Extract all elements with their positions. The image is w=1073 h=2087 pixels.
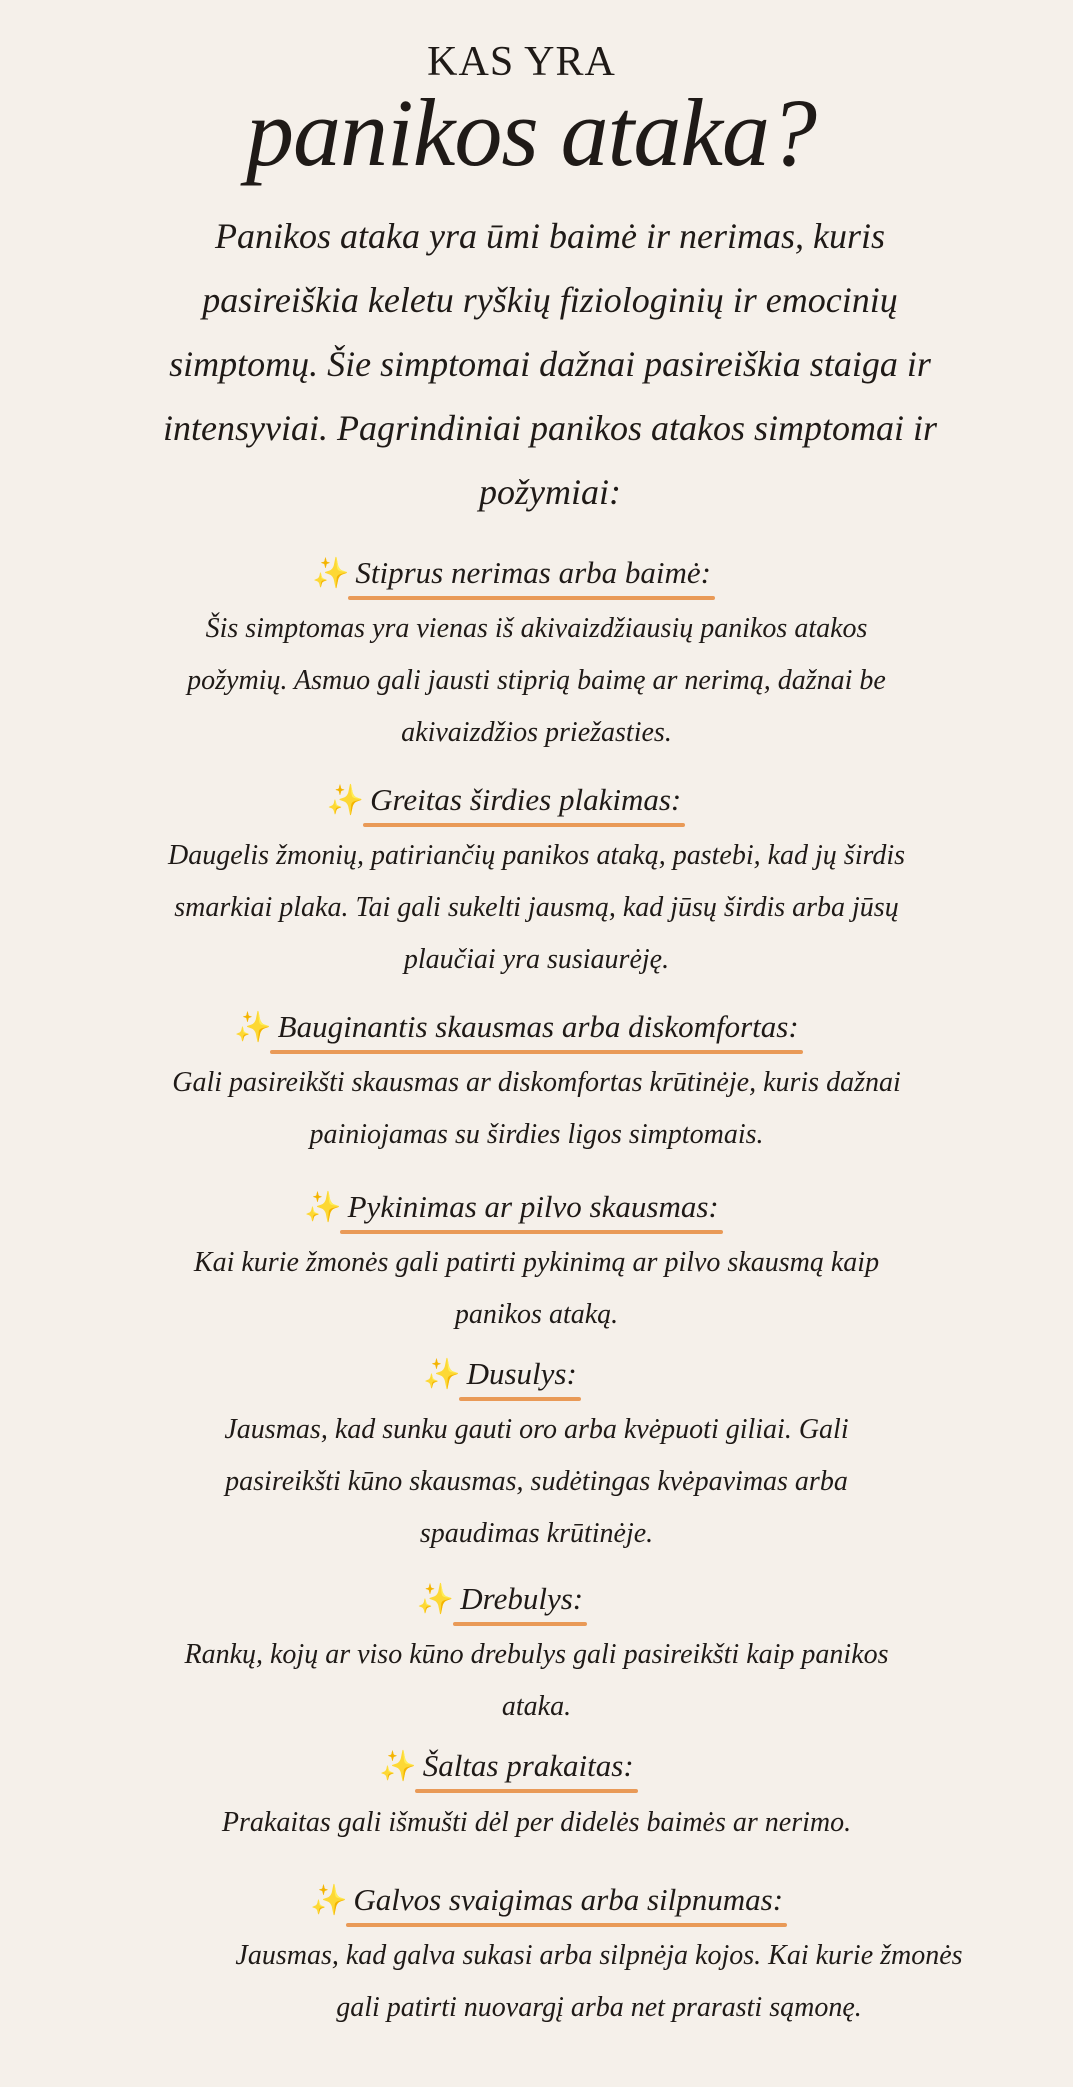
symptom-heading [0,780,1073,821]
symptom-section [0,780,1073,986]
symptom-title: Stiprus nerimas arba baimė: [355,555,711,590]
symptom-text: Gali pasireikšti skausmas ar diskomfortas krūtinėje, kuris dažnai painiojamas su širdies ligos simptomais. [172,1067,901,1150]
symptom-title: Galvos svaigimas arba silpnumas: [353,1882,784,1917]
sparkles-icon: ✨ [416,1583,455,1616]
symptom-section [0,1007,1073,1161]
sparkles-icon: ✨ [304,1191,342,1224]
symptom-underline [270,1050,802,1054]
page-title: panikos ataka? [246,79,816,186]
symptom-text: Daugelis žmonių, patiriančių panikos ataką, pastebi, kad jų širdis smarkiai plaka. Tai gali sukelti jausmą, kad jūsų širdis arba jūsų plaučiai yra susiaurėję. [167,840,906,975]
symptom-title: Pykinimas ar pilvo skausmas: [347,1189,719,1224]
symptom-underline [348,596,715,600]
symptom-title: Greitas širdies plakimas: [370,782,682,817]
symptom-heading [0,1880,1073,1921]
symptom-title: Bauginantis skausmas arba diskomfortas: [277,1009,799,1044]
symptom-heading [0,1007,1073,1048]
symptom-underline [363,823,686,827]
symptom-title: Šaltas prakaitas: [422,1748,634,1783]
symptom-text: Šis simptomas yra vienas iš akivaizdžiausių panikos atakos požymių. Asmuo gali jausti stiprią baimę ar nerimą, dažnai be akivaizdžios priežasties. [187,613,886,748]
sparkles-icon: ✨ [309,1884,348,1917]
symptom-heading [0,1579,1073,1620]
symptom-heading [0,553,1073,594]
symptom-title: Drebulys: [460,1581,584,1616]
symptom-section [0,1746,1073,1849]
sparkles-icon: ✨ [423,1358,461,1391]
symptom-heading-wrap [234,1007,798,1048]
symptom-heading [0,1354,1073,1395]
sparkles-icon: ✨ [312,557,350,590]
symptom-underline [453,1622,587,1626]
intro-paragraph: Panikos ataka yra ūmi baimė ir nerimas, kuris pasireiškia keletu ryškių fiziologinių ir emocinių simptomų. Šie simptomai dažnai pasireiškia staiga ir intensyviai. Pagrindiniai panikos atakos simptomai ir požymiai: [163,216,937,512]
symptom-text: Jausmas, kad galva sukasi arba silpnėja kojos. Kai kurie žmonės gali patirti nuovargį arba net prarasti sąmonę. [235,1940,963,2023]
symptom-text: Rankų, kojų ar viso kūno drebulys gali pasireikšti kaip panikos ataka. [184,1639,889,1722]
symptom-text: Kai kurie žmonės gali patirti pykinimą ar pilvo skausmą kaip panikos ataką. [193,1247,880,1330]
symptom-heading-wrap [417,1579,583,1620]
symptom-text: Jausmas, kad sunku gauti oro arba kvėpuoti giliai. Gali pasireikšti kūno skausmas, sudėtingas kvėpavimas arba spaudimas krūtinėje. [224,1414,849,1549]
symptom-underline [415,1789,637,1793]
sparkles-icon: ✨ [234,1011,272,1044]
symptom-heading-wrap [379,1746,633,1787]
kicker-title: KAS YRA [427,39,616,85]
symptom-text: Prakaitas gali išmušti dėl per didelės baimės ar nerimo. [221,1807,852,1838]
symptom-underline [459,1397,581,1401]
symptom-heading-wrap [327,780,682,821]
symptom-heading [0,1187,1073,1228]
symptom-section [0,1354,1073,1560]
symptom-section [0,553,1073,759]
symptom-underline [346,1923,787,1927]
symptom-heading-wrap [312,553,711,594]
symptom-heading-wrap [310,1880,783,1921]
symptom-heading [0,1746,1073,1787]
symptom-title: Dusulys: [466,1356,577,1391]
symptom-section [0,1880,1073,2034]
sparkles-icon: ✨ [379,1750,417,1783]
symptom-section [0,1187,1073,1341]
sparkles-icon: ✨ [326,784,365,817]
symptom-heading-wrap [423,1354,577,1395]
symptom-underline [340,1230,722,1234]
symptom-section [0,1579,1073,1733]
symptom-heading-wrap [304,1187,718,1228]
